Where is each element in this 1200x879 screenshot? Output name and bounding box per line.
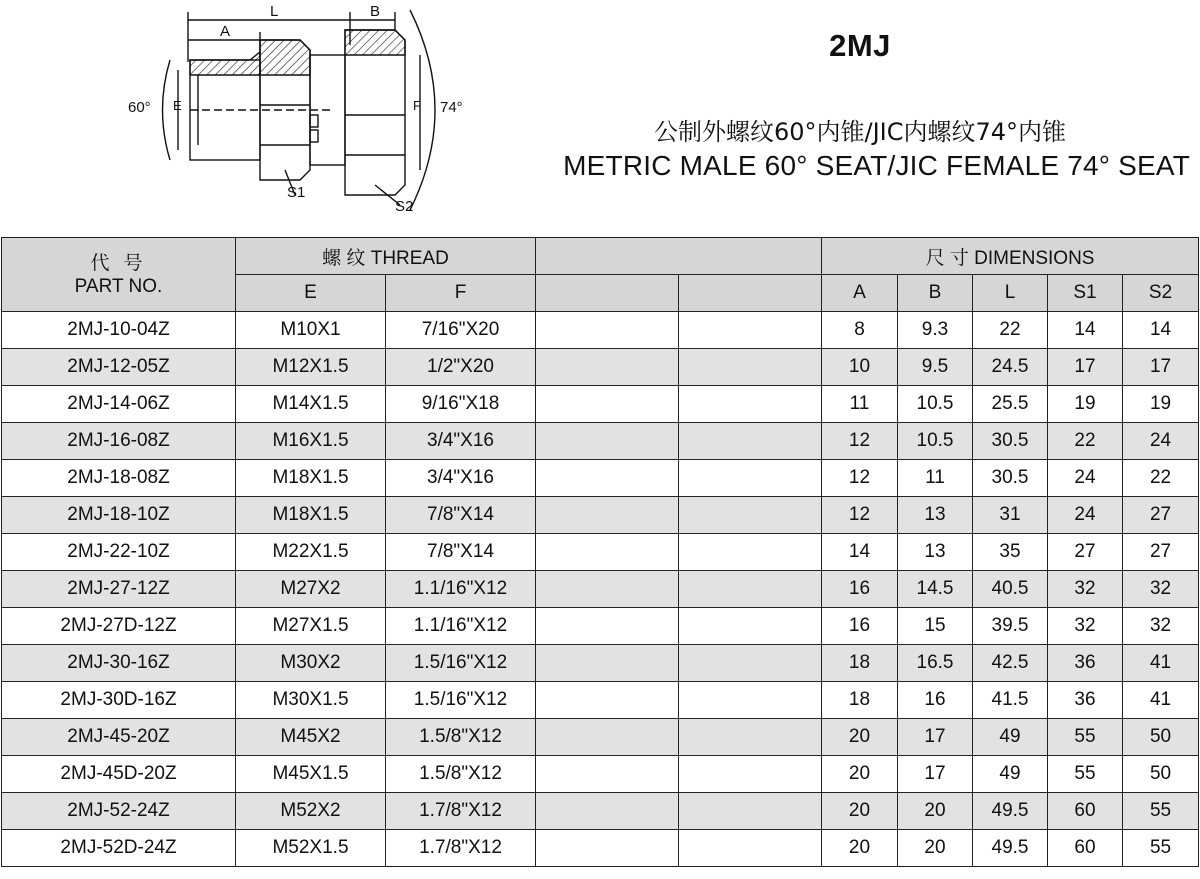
cell-blank-2 xyxy=(679,312,822,349)
fitting-drawing xyxy=(120,0,463,225)
table-body xyxy=(2,312,1199,867)
specification-table xyxy=(1,237,1199,867)
cell-dim-b: 10.5 xyxy=(898,423,973,460)
cell-dim-s1: 24 xyxy=(1048,460,1123,497)
table-row xyxy=(2,423,1199,460)
cell-thread-e: M10X1 xyxy=(236,312,386,349)
cell-dim-s2: 19 xyxy=(1123,386,1199,423)
cell-part-no: 2MJ-30-16Z xyxy=(2,645,236,682)
table-row xyxy=(2,571,1199,608)
cell-dim-s1: 27 xyxy=(1048,534,1123,571)
cell-dim-s2: 55 xyxy=(1123,830,1199,867)
cell-dim-l: 25.5 xyxy=(973,386,1048,423)
product-title: 2MJ xyxy=(829,28,891,63)
cell-dim-a: 16 xyxy=(822,571,898,608)
table-row xyxy=(2,312,1199,349)
cell-dim-l: 31 xyxy=(973,497,1048,534)
table-row xyxy=(2,349,1199,386)
cell-dim-a: 16 xyxy=(822,608,898,645)
cell-blank-1 xyxy=(536,386,679,423)
cell-dim-b: 16.5 xyxy=(898,645,973,682)
cell-blank-1 xyxy=(536,460,679,497)
cell-blank-2 xyxy=(679,830,822,867)
fitting-diagram-svg xyxy=(120,0,463,225)
cell-dim-b: 20 xyxy=(898,793,973,830)
label-e: E xyxy=(173,98,182,113)
col-header-blank-2 xyxy=(679,275,822,312)
cell-thread-f: 1.7/8"X12 xyxy=(386,793,536,830)
cell-dim-l: 49.5 xyxy=(973,793,1048,830)
cell-dim-l: 30.5 xyxy=(973,460,1048,497)
cell-dim-b: 14.5 xyxy=(898,571,973,608)
cell-dim-s1: 55 xyxy=(1048,756,1123,793)
header-part-no xyxy=(2,238,236,312)
cell-dim-a: 8 xyxy=(822,312,898,349)
cell-dim-a: 20 xyxy=(822,830,898,867)
cell-thread-f: 3/4"X16 xyxy=(386,423,536,460)
cell-blank-2 xyxy=(679,386,822,423)
cell-dim-s1: 60 xyxy=(1048,830,1123,867)
cell-thread-e: M45X1.5 xyxy=(236,756,386,793)
cell-thread-f: 1.5/16"X12 xyxy=(386,645,536,682)
cell-dim-s1: 36 xyxy=(1048,682,1123,719)
header-thread: 螺 纹 THREAD xyxy=(236,238,536,275)
cell-blank-1 xyxy=(536,682,679,719)
cell-blank-1 xyxy=(536,756,679,793)
cell-dim-s1: 32 xyxy=(1048,571,1123,608)
cell-dim-a: 18 xyxy=(822,645,898,682)
cell-dim-s2: 24 xyxy=(1123,423,1199,460)
cell-thread-f: 1.5/8"X12 xyxy=(386,756,536,793)
table-row xyxy=(2,830,1199,867)
cell-blank-2 xyxy=(679,460,822,497)
cell-dim-l: 42.5 xyxy=(973,645,1048,682)
cell-blank-2 xyxy=(679,793,822,830)
subtitle-chinese: 公制外螺纹60°内锥/JIC内螺纹74°内锥 xyxy=(653,118,1067,146)
table-row xyxy=(2,460,1199,497)
cell-thread-e: M45X2 xyxy=(236,719,386,756)
cell-thread-e: M27X1.5 xyxy=(236,608,386,645)
cell-dim-a: 10 xyxy=(822,349,898,386)
label-s1: S1 xyxy=(287,184,306,201)
cell-dim-l: 41.5 xyxy=(973,682,1048,719)
cell-thread-f: 1/2"X20 xyxy=(386,349,536,386)
cell-blank-2 xyxy=(679,571,822,608)
cell-dim-l: 22 xyxy=(973,312,1048,349)
cell-blank-1 xyxy=(536,534,679,571)
label-f: F xyxy=(413,98,421,113)
cell-part-no: 2MJ-27-12Z xyxy=(2,571,236,608)
col-header-f: F xyxy=(386,275,536,312)
label-a: A xyxy=(220,23,231,40)
col-header-blank-1 xyxy=(536,275,679,312)
cell-thread-f: 1.5/16"X12 xyxy=(386,682,536,719)
cell-part-no: 2MJ-27D-12Z xyxy=(2,608,236,645)
cell-dim-a: 20 xyxy=(822,719,898,756)
cell-blank-1 xyxy=(536,349,679,386)
cell-dim-l: 30.5 xyxy=(973,423,1048,460)
label-l: L xyxy=(270,3,279,20)
cell-dim-s2: 41 xyxy=(1123,645,1199,682)
table-row xyxy=(2,719,1199,756)
header-blank xyxy=(536,238,822,275)
cell-dim-l: 39.5 xyxy=(973,608,1048,645)
cell-part-no: 2MJ-45D-20Z xyxy=(2,756,236,793)
cell-dim-s1: 36 xyxy=(1048,645,1123,682)
cell-dim-s2: 32 xyxy=(1123,571,1199,608)
cell-dim-b: 9.5 xyxy=(898,349,973,386)
cell-dim-a: 18 xyxy=(822,682,898,719)
col-header-s1: S1 xyxy=(1048,275,1123,312)
cell-dim-l: 35 xyxy=(973,534,1048,571)
cell-dim-a: 12 xyxy=(822,423,898,460)
cell-blank-2 xyxy=(679,756,822,793)
cell-blank-1 xyxy=(536,830,679,867)
cell-thread-f: 1.1/16"X12 xyxy=(386,608,536,645)
cell-dim-b: 13 xyxy=(898,534,973,571)
cell-dim-s1: 32 xyxy=(1048,608,1123,645)
cell-thread-f: 1.5/8"X12 xyxy=(386,719,536,756)
cell-dim-s2: 50 xyxy=(1123,756,1199,793)
cell-dim-l: 24.5 xyxy=(973,349,1048,386)
cell-thread-f: 7/16"X20 xyxy=(386,312,536,349)
cell-thread-e: M14X1.5 xyxy=(236,386,386,423)
cell-dim-b: 13 xyxy=(898,497,973,534)
cell-part-no: 2MJ-12-05Z xyxy=(2,349,236,386)
cell-thread-e: M12X1.5 xyxy=(236,349,386,386)
cell-part-no: 2MJ-18-10Z xyxy=(2,497,236,534)
cell-part-no: 2MJ-52D-24Z xyxy=(2,830,236,867)
cell-dim-b: 9.3 xyxy=(898,312,973,349)
cell-thread-f: 7/8"X14 xyxy=(386,497,536,534)
cell-dim-a: 11 xyxy=(822,386,898,423)
label-b: B xyxy=(370,3,381,20)
cell-dim-a: 20 xyxy=(822,756,898,793)
header-dimensions: 尺 寸 DIMENSIONS xyxy=(822,238,1199,275)
cell-blank-2 xyxy=(679,608,822,645)
table-row xyxy=(2,645,1199,682)
cell-blank-1 xyxy=(536,497,679,534)
cell-part-no: 2MJ-45-20Z xyxy=(2,719,236,756)
cell-dim-b: 11 xyxy=(898,460,973,497)
cell-dim-s1: 60 xyxy=(1048,793,1123,830)
cell-thread-f: 9/16"X18 xyxy=(386,386,536,423)
cell-part-no: 2MJ-18-08Z xyxy=(2,460,236,497)
cell-dim-a: 20 xyxy=(822,793,898,830)
cell-blank-1 xyxy=(536,423,679,460)
cell-dim-s2: 14 xyxy=(1123,312,1199,349)
cell-thread-e: M52X1.5 xyxy=(236,830,386,867)
cell-dim-s2: 17 xyxy=(1123,349,1199,386)
col-header-s2: S2 xyxy=(1123,275,1199,312)
label-s2: S2 xyxy=(395,198,414,215)
cell-dim-s1: 24 xyxy=(1048,497,1123,534)
cell-blank-1 xyxy=(536,608,679,645)
cell-blank-2 xyxy=(679,423,822,460)
cell-blank-2 xyxy=(679,534,822,571)
cell-thread-f: 1.1/16"X12 xyxy=(386,571,536,608)
cell-thread-f: 3/4"X16 xyxy=(386,460,536,497)
cell-thread-f: 7/8"X14 xyxy=(386,534,536,571)
cell-thread-e: M22X1.5 xyxy=(236,534,386,571)
label-angle-74: 74° xyxy=(440,99,463,116)
cell-part-no: 2MJ-22-10Z xyxy=(2,534,236,571)
cell-blank-2 xyxy=(679,719,822,756)
cell-dim-b: 15 xyxy=(898,608,973,645)
cell-dim-b: 17 xyxy=(898,756,973,793)
cell-blank-1 xyxy=(536,793,679,830)
header-part-no-cn: 代 号 xyxy=(90,251,147,274)
cell-blank-1 xyxy=(536,719,679,756)
cell-dim-b: 16 xyxy=(898,682,973,719)
table-row xyxy=(2,386,1199,423)
col-header-b: B xyxy=(898,275,973,312)
cell-dim-b: 20 xyxy=(898,830,973,867)
cell-thread-f: 1.7/8"X12 xyxy=(386,830,536,867)
label-angle-60: 60° xyxy=(128,99,151,116)
cell-dim-s2: 55 xyxy=(1123,793,1199,830)
cell-thread-e: M30X1.5 xyxy=(236,682,386,719)
angle-arc-60 xyxy=(163,60,171,160)
cell-blank-1 xyxy=(536,312,679,349)
cell-dim-s2: 27 xyxy=(1123,534,1199,571)
cell-thread-e: M27X2 xyxy=(236,571,386,608)
cell-dim-s1: 17 xyxy=(1048,349,1123,386)
cell-part-no: 2MJ-10-04Z xyxy=(2,312,236,349)
table-row xyxy=(2,608,1199,645)
cell-dim-s1: 19 xyxy=(1048,386,1123,423)
cell-blank-1 xyxy=(536,645,679,682)
col-header-l: L xyxy=(973,275,1048,312)
cell-dim-l: 49.5 xyxy=(973,830,1048,867)
col-header-e: E xyxy=(236,275,386,312)
cell-thread-e: M52X2 xyxy=(236,793,386,830)
cell-dim-b: 10.5 xyxy=(898,386,973,423)
cell-dim-b: 17 xyxy=(898,719,973,756)
cell-thread-e: M30X2 xyxy=(236,645,386,682)
cell-part-no: 2MJ-16-08Z xyxy=(2,423,236,460)
cell-part-no: 2MJ-30D-16Z xyxy=(2,682,236,719)
cell-thread-e: M16X1.5 xyxy=(236,423,386,460)
cell-dim-l: 49 xyxy=(973,719,1048,756)
cell-blank-2 xyxy=(679,497,822,534)
table-row xyxy=(2,756,1199,793)
cell-blank-2 xyxy=(679,349,822,386)
cell-part-no: 2MJ-52-24Z xyxy=(2,793,236,830)
cell-blank-2 xyxy=(679,645,822,682)
table-row xyxy=(2,497,1199,534)
cell-dim-s2: 27 xyxy=(1123,497,1199,534)
cell-thread-e: M18X1.5 xyxy=(236,497,386,534)
cell-dim-a: 12 xyxy=(822,497,898,534)
cell-dim-s2: 32 xyxy=(1123,608,1199,645)
cell-blank-1 xyxy=(536,571,679,608)
header-part-no-en: PART NO. xyxy=(74,275,163,297)
cell-dim-s1: 14 xyxy=(1048,312,1123,349)
cell-dim-a: 12 xyxy=(822,460,898,497)
table-row xyxy=(2,682,1199,719)
cell-dim-l: 40.5 xyxy=(973,571,1048,608)
cell-dim-s1: 22 xyxy=(1048,423,1123,460)
table-row xyxy=(2,534,1199,571)
cell-thread-e: M18X1.5 xyxy=(236,460,386,497)
table-row xyxy=(2,793,1199,830)
cell-dim-s1: 55 xyxy=(1048,719,1123,756)
col-header-a: A xyxy=(822,275,898,312)
subtitle-english: METRIC MALE 60° SEAT/JIC FEMALE 74° SEAT xyxy=(563,150,1190,181)
cell-dim-s2: 41 xyxy=(1123,682,1199,719)
cell-blank-2 xyxy=(679,682,822,719)
cell-part-no: 2MJ-14-06Z xyxy=(2,386,236,423)
cell-dim-l: 49 xyxy=(973,756,1048,793)
cell-dim-s2: 22 xyxy=(1123,460,1199,497)
cell-dim-s2: 50 xyxy=(1123,719,1199,756)
cell-dim-a: 14 xyxy=(822,534,898,571)
